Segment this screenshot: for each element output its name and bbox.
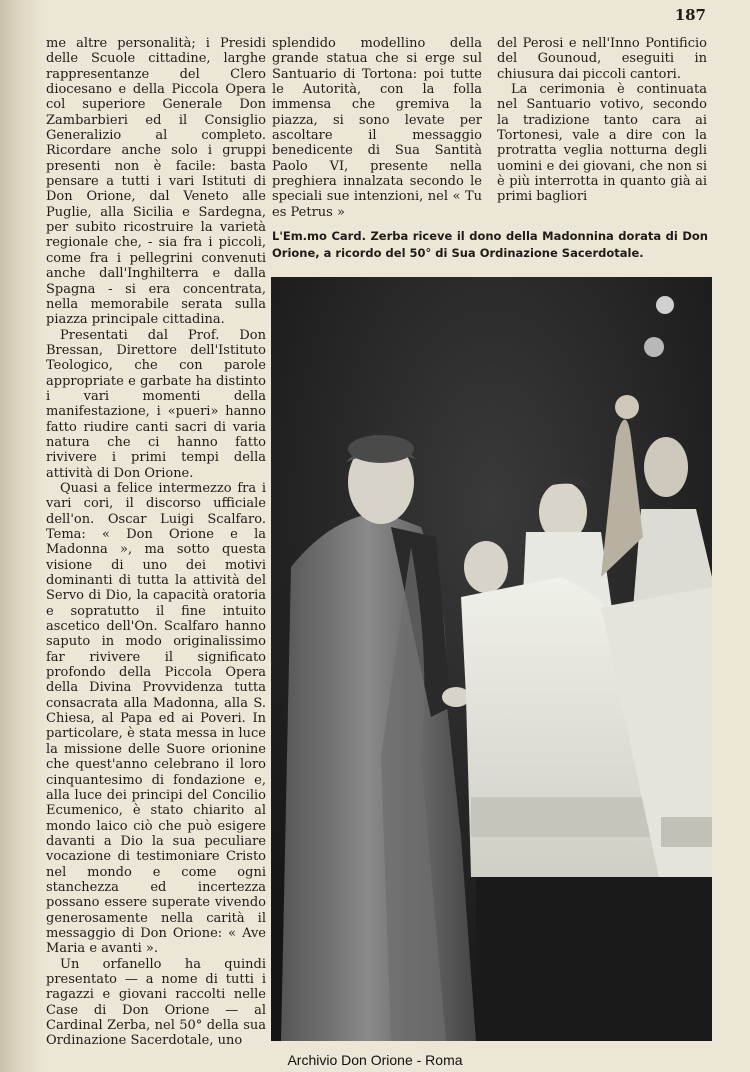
book-spine-shadow [0, 0, 46, 1072]
paragraph: Presentati dal Prof. Don Bressan, Direttore dell'Istituto Teologico, che con parole appropriate e garbate ha distinto i vari momenti della manifestazione, i «pueri» hanno fatto riudire canti sacri di varia natura che ci hanno fatto rivivere i primi tempi della attività di Don Orione. [46, 327, 266, 481]
paragraph: La cerimonia è continuata nel Santuario votivo, secondo la tradizione tanto cara ai Tortonesi, vale a dire con la protratta veglia notturna degli uomini e dei giovani, che non si è più interrotta in quanto già ai primi bagliori [497, 82, 707, 205]
archive-footer: Archivio Don Orione - Roma [287, 1052, 463, 1068]
text-column-3 [497, 36, 707, 205]
text-column-1 [46, 36, 266, 1049]
photo-caption: L'Em.mo Card. Zerba riceve il dono della Madonnina dorata di Don Orione, a ricordo del 50° di Sua Ordinazione Sacerdotale. [272, 229, 708, 260]
paragraph: Un orfanello ha quindi presentato — a nome di tutti i ragazzi e giovani raccolti nelle Case di Don Orione — al Cardinal Zerba, nel 50° della sua Ordinazione Sacerdotale, uno [46, 956, 266, 1049]
paragraph: del Perosi e nell'Inno Pontificio del Gounoud, eseguiti in chiusura dai piccoli cantori. [497, 36, 707, 82]
page-number: 187 [674, 6, 706, 24]
paragraph: Quasi a felice intermezzo fra i vari cori, il discorso ufficiale dell'on. Oscar Luigi Scalfaro. Tema: « Don Orione e la Madonna », ma sotto questa visione di uno dei motivi dominanti di tutta la attività del Servo di Dio, la capacità oratoria e sopratutto il fine intuito ascetico dell'On. Scalfaro hanno saputo in modo originalissimo far rivivere il significato profondo della Piccola Opera della Divina Provvidenza tutta consacrata alla Madonna, alla S. Chiesa, al Papa ed ai Poveri. In particolare, è stata messa in luce la missione delle Suore orionine che quest'anno celebrano il loro cinquantesimo di fondazione e, alla luce dei principi del Concilio Ecumenico, è stato chiarito al mondo laico ciò che può esigere davanti a Dio la sua peculiare vocazione di testimoniare Cristo nel mondo e come ogni stanchezza ed incertezza possano essere superate vivendo generosamente nella carità il messaggio di Don Orione: « Ave Maria e avanti ». [46, 480, 266, 957]
photo-illustration [271, 277, 712, 1041]
photo-cardinal-receives-gift [271, 277, 712, 1041]
text-column-2 [272, 36, 482, 220]
paragraph: splendido modellino della grande statua che si erge sul Santuario di Tortona: poi tutte le Autorità, con la folla immensa che gremiva la piazza, si sono levate per ascoltare il messaggio benedicente di Sua Santità Paolo VI, presente nella preghiera innalzata secondo le speciali sue intenzioni, nel « Tu es Petrus » [272, 36, 482, 220]
paragraph: me altre personalità; i Presidi delle Scuole cittadine, larghe rappresentanze del Clero diocesano e della Piccola Opera col superiore Generale Don Zambarbieri ed il Consiglio Generalizio al completo. Ricordare anche solo i gruppi presenti non è facile: basta pensare a tutti i vari Istituti di Don Orione, dal Veneto alle Puglie, alla Sicilia e Sardegna, per subito ricostruire la varietà regionale che, - sia fra i piccoli, come fra i pellegrini convenuti anche dall'Inghilterra e dalla Spagna - si era concentrata, nella memorabile serata sulla piazza principale cittadina. [46, 36, 266, 328]
